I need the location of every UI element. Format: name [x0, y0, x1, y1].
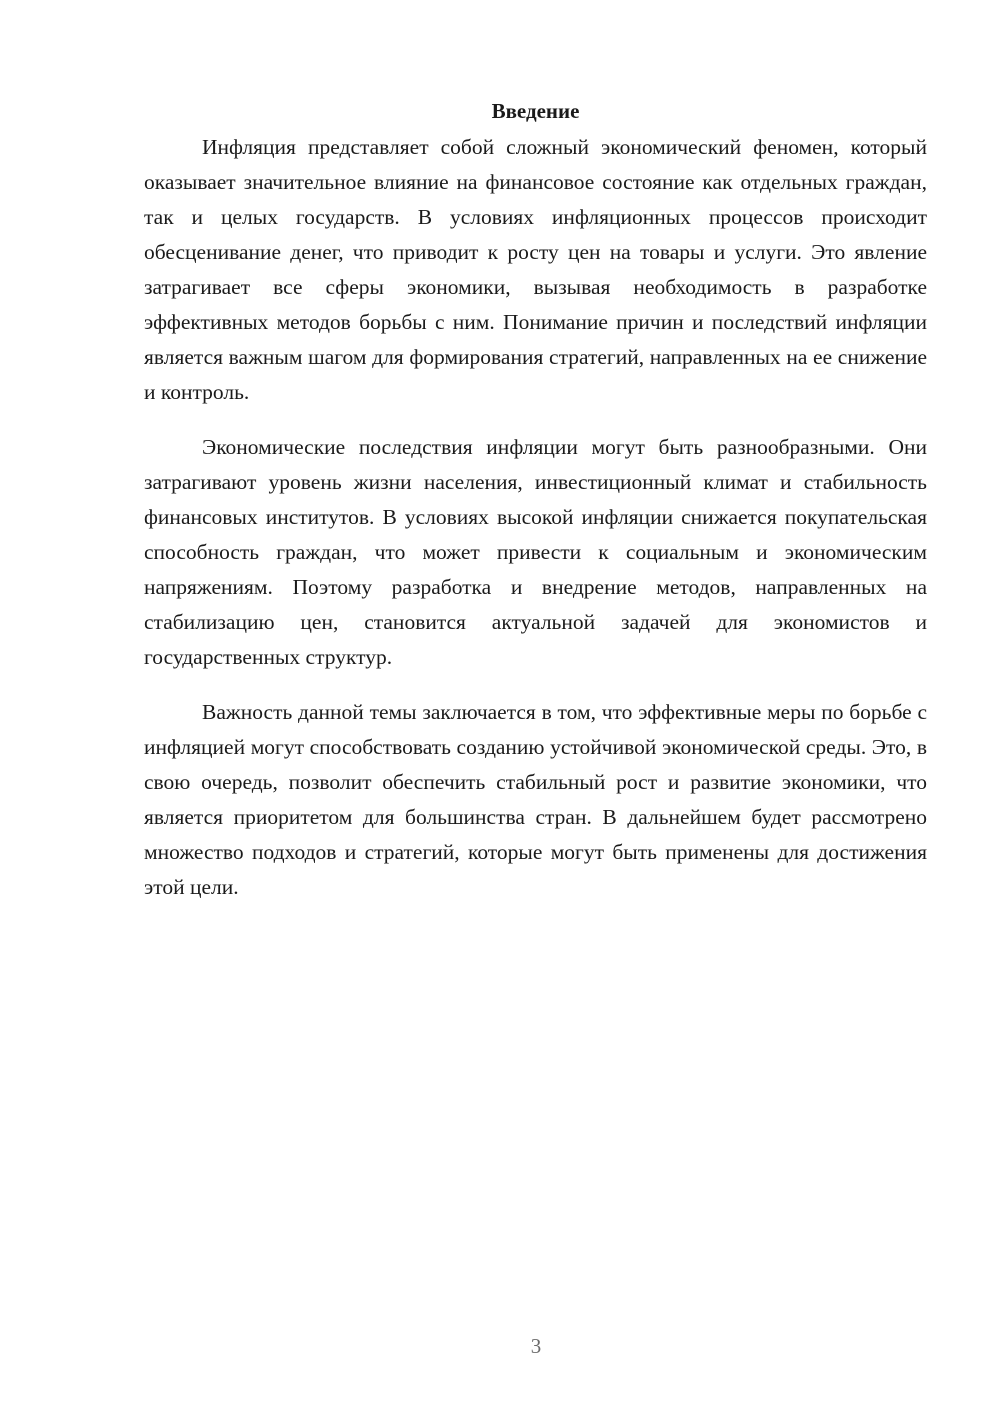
paragraph-1: Инфляция представляет собой сложный экономический феномен, который оказывает значительное влияние на финансовое состояние как отдельных граждан, так и целых государств. В условиях инфляционных процессов происходит обесценивание денег, что приводит к росту цен на товары и услуги. Это явление затрагивает все сферы экономики, вызывая необходимость в разработке эффективных методов борьбы с ним. Понимание причин и последствий инфляции является важным шагом для формирования стратегий, направленных на ее снижение и контроль. [144, 135, 927, 404]
section-heading: Введение [491, 99, 580, 123]
page-number: 3 [530, 1334, 542, 1358]
page-content [144, 96, 927, 925]
paragraph-3: Важность данной темы заключается в том, что эффективные меры по борьбе с инфляцией могут способствовать созданию устойчивой экономической среды. Это, в свою очередь, позволит обеспечить стабильный рост и развитие экономики, что является приоритетом для большинства стран. В дальнейшем будет рассмотрено множество подходов и стратегий, которые могут быть применены для достижения этой цели. [144, 700, 927, 899]
paragraph-2: Экономические последствия инфляции могут быть разнообразными. Они затрагивают уровень жизни населения, инвестиционный климат и стабильность финансовых институтов. В условиях высокой инфляции снижается покупательская способность граждан, что может привести к социальным и экономическим напряжениям. Поэтому разработка и внедрение методов, направленных на стабилизацию цен, становится актуальной задачей для экономистов и государственных структур. [144, 435, 927, 669]
